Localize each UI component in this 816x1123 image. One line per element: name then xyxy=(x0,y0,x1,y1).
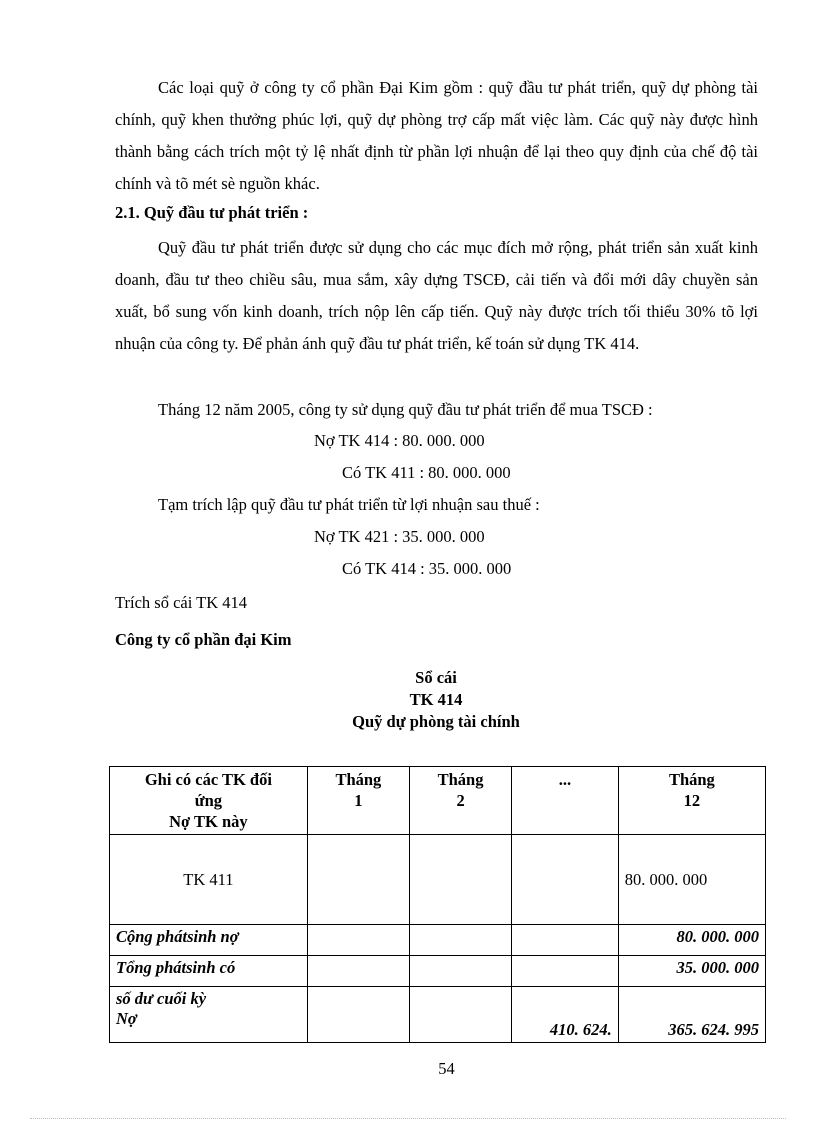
row-closing-m12: 365. 624. 995 xyxy=(618,987,765,1043)
example2-debit-entry: Nợ TK 421 : 35. 000. 000 xyxy=(314,527,485,546)
row-credit-total-m2 xyxy=(409,956,511,987)
row-debit-total-m2 xyxy=(409,925,511,956)
table-row xyxy=(110,987,766,1043)
header-col1-line2: ứng xyxy=(194,791,223,810)
page-bottom-divider xyxy=(30,1118,786,1119)
row-closing-m1 xyxy=(307,987,409,1043)
row-closing-label xyxy=(110,987,308,1043)
header-counter-account xyxy=(110,767,308,835)
example1-debit-entry: Nợ TK 414 : 80. 000. 000 xyxy=(314,431,485,450)
closing-label-line1: số dư cuối kỳ xyxy=(116,989,207,1008)
table-row xyxy=(110,835,766,925)
ledger-header-row xyxy=(110,767,766,835)
closing-label-line2: Nợ xyxy=(116,1009,137,1028)
row-credit-total-ellipsis xyxy=(512,956,619,987)
ledger-account: TK 414 xyxy=(409,690,463,709)
header-month12-label: Tháng xyxy=(668,770,715,789)
row-tk411-m1 xyxy=(307,835,409,925)
intro-paragraph: Các loại quỹ ở công ty cổ phần Đại Kim gồm : quỹ đầu tư phát triển, quỹ dự phòng tài chính, quỹ khen thưởng phúc lợi, quỹ dự phòng trợ cấp mất việc làm. Các quỹ này được hình thành bằng cách trích một tỷ lệ nhất định từ phần lợi nhuận để lại theo quy định của chế độ tài chính và tõ mét sè nguồn khác. xyxy=(115,78,758,193)
section-heading: 2.1. Quỹ đầu tư phát triển : xyxy=(115,203,309,222)
row-closing-ellipsis: 410. 624. xyxy=(512,987,619,1043)
example1-credit-entry: Có TK 411 : 80. 000. 000 xyxy=(342,463,511,482)
example1-intro: Tháng 12 năm 2005, công ty sử dụng quỹ đầu tư phát triển để mua TSCĐ : xyxy=(158,400,653,419)
header-ellipsis: ... xyxy=(512,767,619,835)
section-paragraph: Quỹ đầu tư phát triển được sử dụng cho các mục đích mở rộng, phát triển sản xuất kinh doanh, đầu tư theo chiều sâu, mua sắm, xây dựng TSCĐ, cải tiến và đổi mới dây chuyền sản xuất, bổ sung vốn kinh doanh, trích nộp lên cấp tiến. Quỹ này được trích tối thiểu 30% tõ lợi nhuận của công ty. Để phản ánh quỹ đầu tư phát triển, kế toán sử dụng TK 414. xyxy=(115,238,758,353)
row-debit-total-m1 xyxy=(307,925,409,956)
row-debit-total-label: Cộng phátsinh nợ xyxy=(110,925,308,956)
row-tk411-ellipsis xyxy=(512,835,619,925)
table-row xyxy=(110,956,766,987)
ledger-table xyxy=(109,766,766,1043)
header-month1-number: 1 xyxy=(354,791,363,810)
row-tk411-label: TK 411 xyxy=(110,835,308,925)
header-col1-line1: Ghi có các TK đối xyxy=(144,770,272,789)
header-month1-label: Tháng xyxy=(335,770,382,789)
header-month2-label: Tháng xyxy=(437,770,484,789)
company-name: Công ty cổ phần đại Kim xyxy=(115,630,292,649)
row-credit-total-m1 xyxy=(307,956,409,987)
row-debit-total-m12: 80. 000. 000 xyxy=(618,925,765,956)
row-tk411-m12: 80. 000. 000 xyxy=(618,835,765,925)
extract-label: Trích sổ cái TK 414 xyxy=(115,593,247,612)
header-month-1 xyxy=(307,767,409,835)
page-number: 54 xyxy=(438,1059,455,1078)
header-month2-number: 2 xyxy=(456,791,465,810)
ledger-subtitle: Quỹ dự phòng tài chính xyxy=(352,712,520,731)
header-month-12 xyxy=(618,767,765,835)
row-closing-m2 xyxy=(409,987,511,1043)
header-col1-line3: Nợ TK này xyxy=(169,812,248,831)
ledger-title: Sổ cái xyxy=(415,668,457,687)
row-credit-total-m12: 35. 000. 000 xyxy=(618,956,765,987)
example2-credit-entry: Có TK 414 : 35. 000. 000 xyxy=(342,559,512,578)
table-row xyxy=(110,925,766,956)
header-month-2 xyxy=(409,767,511,835)
row-credit-total-label: Tổng phátsinh có xyxy=(110,956,308,987)
row-debit-total-ellipsis xyxy=(512,925,619,956)
header-month12-number: 12 xyxy=(683,791,701,810)
example2-intro: Tạm trích lập quỹ đầu tư phát triển từ lợi nhuận sau thuế : xyxy=(158,495,540,514)
row-tk411-m2 xyxy=(409,835,511,925)
